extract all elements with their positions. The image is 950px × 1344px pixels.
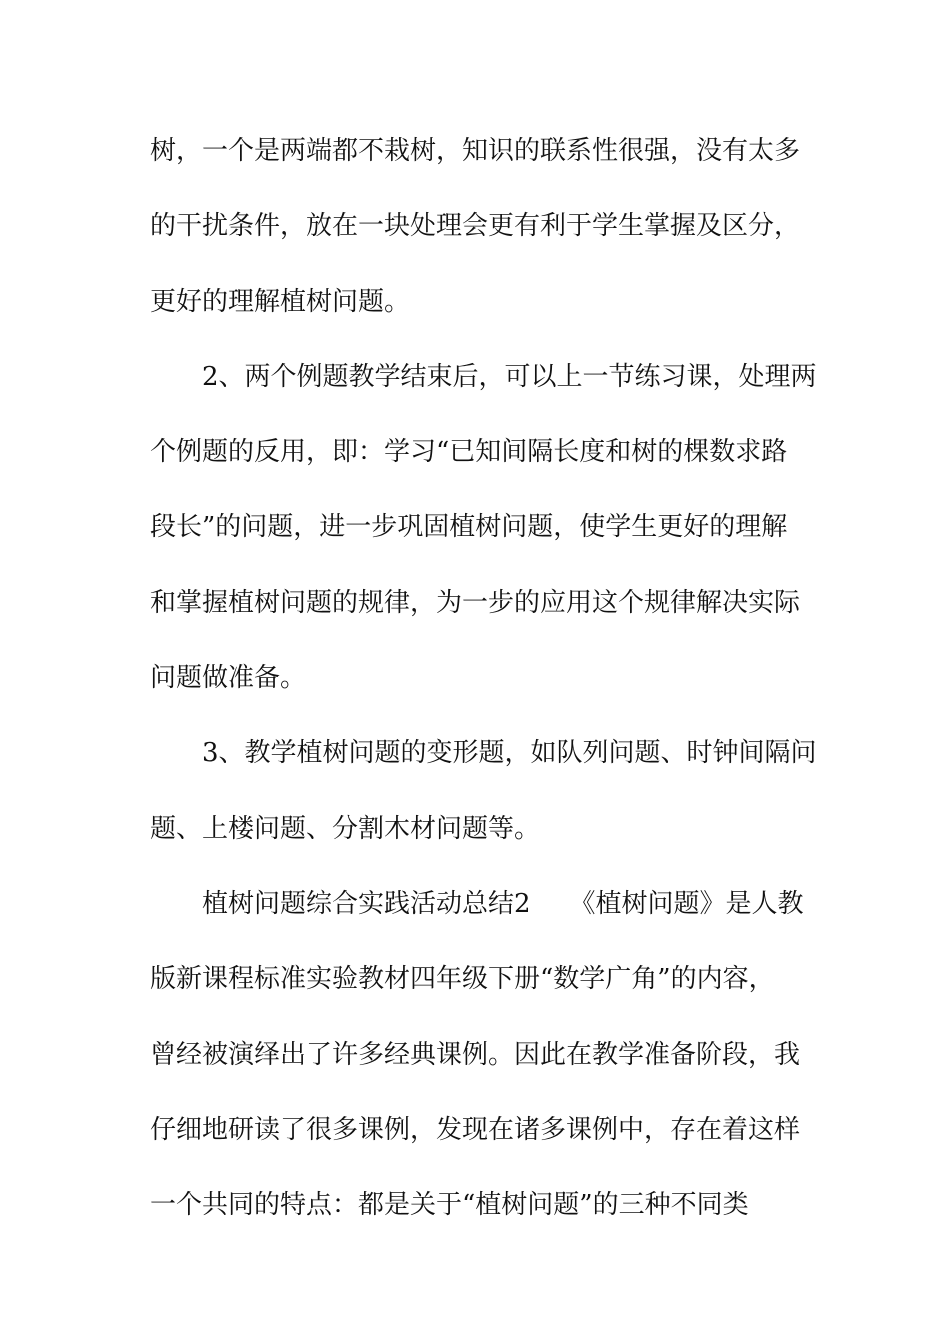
- text-line: 更好的理解植树问题。: [150, 286, 411, 317]
- text-line: 树，一个是两端都不栽树，知识的联系性很强，没有太多: [150, 136, 801, 166]
- text-line: 的干扰条件，放在一块处理会更有利于学生掌握及区分，: [150, 211, 801, 242]
- text-line: 题、上楼问题、分割木材问题等。: [150, 813, 541, 844]
- paragraph-start-line: 植树问题综合实践活动总结2 《植树问题》是人教: [202, 888, 804, 919]
- text-line: 仔细地研读了很多课例，发现在诸多课例中，存在着这样: [150, 1114, 801, 1145]
- text-line: 和掌握植树问题的规律，为一步的应用这个规律解决实际: [150, 587, 801, 618]
- paragraph-start-line: 3、教学植树问题的变形题，如队列问题、时钟间隔问: [202, 738, 817, 769]
- text-line: 一个共同的特点：都是关于“植树问题”的三种不同类: [150, 1190, 749, 1221]
- text-line: 个例题的反用，即：学习“已知间隔长度和树的棵数求路: [150, 437, 788, 468]
- paragraph-start-line: 2、两个例题教学结束后，可以上一节练习课，处理两: [202, 361, 817, 392]
- text-line: 段长”的问题，进一步巩固植树问题，使学生更好的理解: [150, 512, 788, 543]
- text-line: 问题做准备。: [150, 663, 307, 694]
- text-line: 曾经被演绎出了许多经典课例。因此在教学准备阶段，我: [150, 1039, 801, 1070]
- body-text: [150, 128, 830, 1257]
- text-line: 版新课程标准实验教材四年级下册“数学广角”的内容，: [150, 964, 775, 995]
